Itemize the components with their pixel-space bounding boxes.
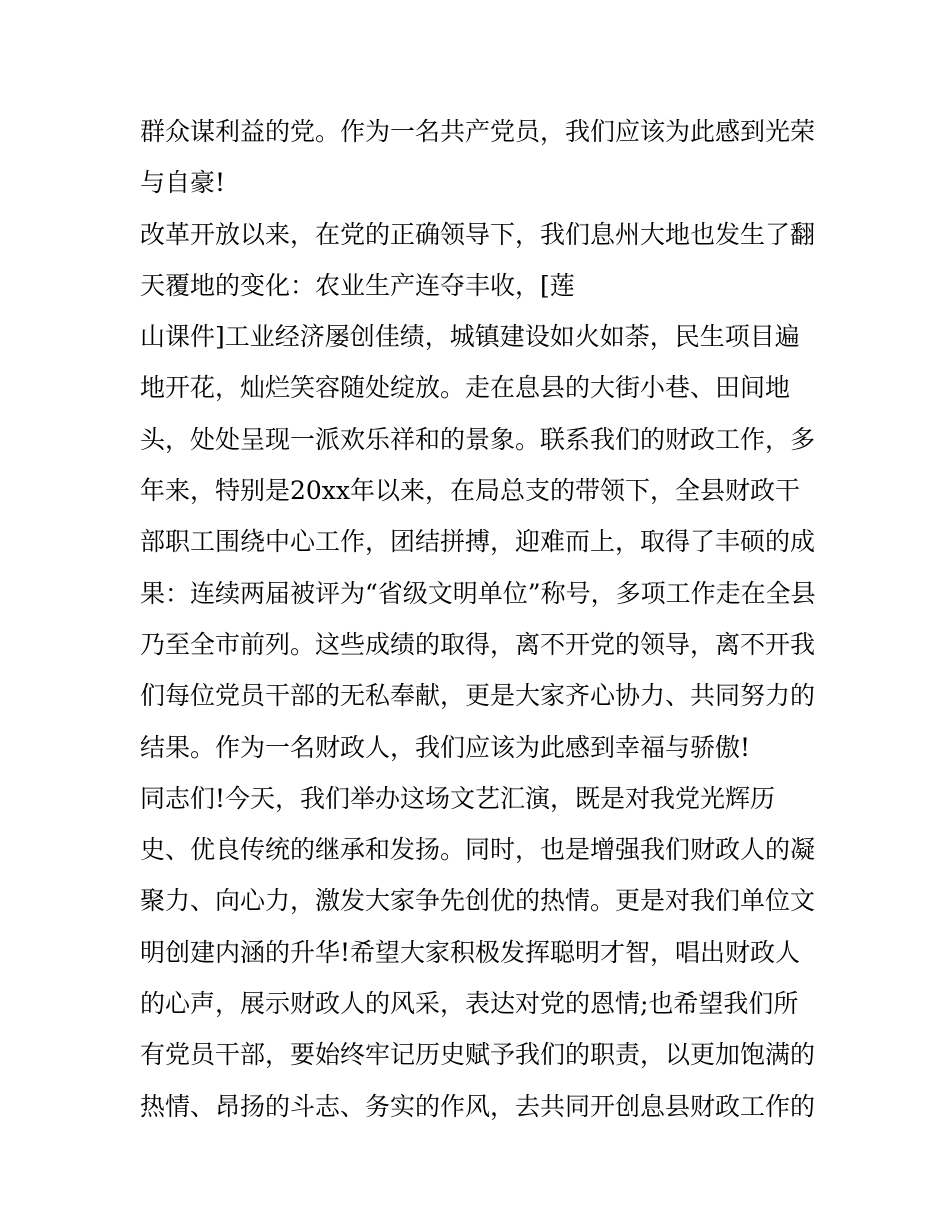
text-line: 明创建内涵的升华!希望大家积极发挥聪明才智，唱出财政人 [140, 937, 801, 967]
text-line: 年来，特别是20xx年以来，在局总支的带领下，全县财政干 [140, 476, 801, 506]
text-line: 头，处处呈现一派欢乐祥和的景象。联系我们的财政工作，多 [140, 424, 816, 454]
text-line: 改革开放以来，在党的正确领导下，我们息州大地也发生了翻 [140, 219, 816, 249]
text-line: 群众谋利益的党。作为一名共产党员，我们应该为此感到光荣 [140, 117, 816, 146]
text-line: 天覆地的变化：农业生产连夺丰收，[莲 [140, 270, 575, 300]
text-line: 们每位党员干部的无私奉献，更是大家齐心协力、共同努力的 [140, 681, 816, 711]
document-body [140, 106, 830, 1132]
text-line: 的心声，展示财政人的风采，表达对党的恩情;也希望我们所 [140, 989, 799, 1019]
text-line: 史、优良传统的继承和发扬。同时，也是增强我们财政人的凝 [140, 835, 816, 865]
text-line: 聚力、向心力，激发大家争先创优的热情。更是对我们单位文 [140, 886, 816, 916]
text-line: 有党员干部，要始终牢记历史赋予我们的职责，以更加饱满的 [140, 1040, 816, 1070]
text-line: 果：连续两届被评为“省级文明单位”称号，多项工作走在全县 [140, 578, 816, 608]
text-line: 同志们!今天，我们举办这场文艺汇演，既是对我党光辉历 [140, 783, 776, 813]
text-line: 热情、昂扬的斗志、务实的作风，去共同开创息县财政工作的 [140, 1091, 816, 1121]
text-line: 地开花，灿烂笑容随处绽放。走在息县的大街小巷、田间地 [140, 373, 791, 403]
text-line: 山课件]工业经济屡创佳绩，城镇建设如火如荼，民生项目遍 [140, 322, 800, 352]
text-line: 部职工围绕中心工作，团结拼搏，迎难而上，取得了丰硕的成 [140, 527, 816, 557]
text-line: 乃至全市前列。这些成绩的取得，离不开党的领导，离不开我 [140, 629, 816, 659]
text-line: 与自豪! [140, 168, 226, 198]
text-line: 结果。作为一名财政人，我们应该为此感到幸福与骄傲! [140, 732, 751, 762]
